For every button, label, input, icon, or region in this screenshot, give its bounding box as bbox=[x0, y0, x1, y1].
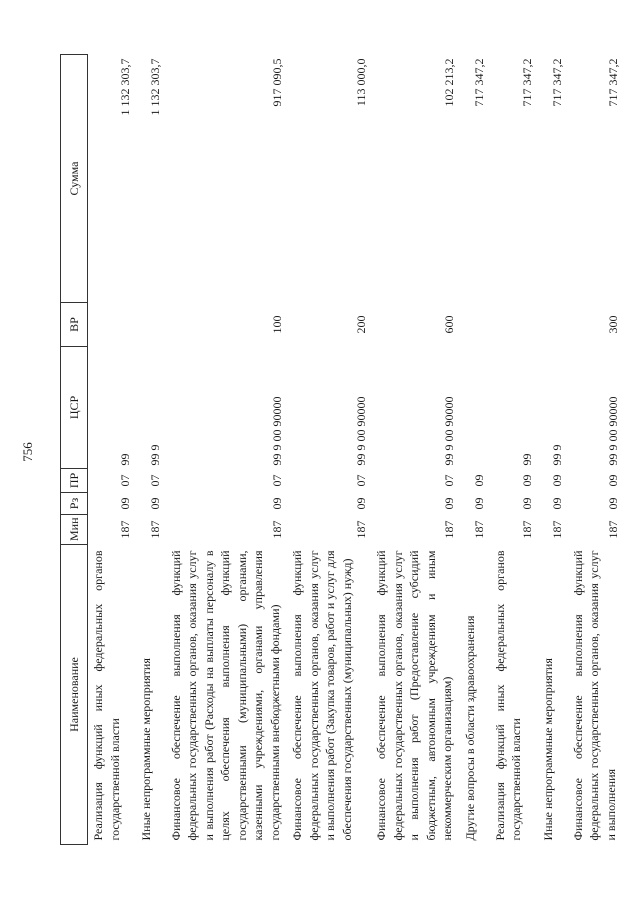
header-rz: Рз bbox=[61, 493, 88, 515]
cell-csr: 99 9 00 90000 bbox=[353, 396, 368, 466]
table-row bbox=[166, 55, 288, 845]
cell-name: Финансовое обеспечение выполнения функций федеральных государственных органов, оказания услуг и выполнения работ (Предоставление субсидий бюджетным, автономным учреждениям и иным некоммерческим организациям) bbox=[374, 550, 454, 841]
cell-name: Финансовое обеспечение выполнения функций федеральных государственных органов, оказания услуг и выполнения bbox=[570, 550, 618, 841]
header-csr: ЦСР bbox=[61, 347, 88, 469]
cell-rz: 09 bbox=[550, 497, 564, 510]
cell-min: 187 bbox=[472, 520, 486, 539]
cell-vr bbox=[136, 303, 166, 347]
cell-rz: 09 bbox=[118, 497, 132, 510]
table-row bbox=[538, 55, 568, 845]
table-row bbox=[287, 55, 371, 845]
rotated-table-wrapper bbox=[60, 55, 620, 845]
cell-rz: 09 bbox=[148, 497, 162, 510]
cell-rz: 09 bbox=[442, 497, 456, 510]
cell-sum: 717 347,2 bbox=[605, 58, 620, 107]
cell-name: Финансовое обеспечение выполнения функций федеральных государственных органов, оказания услуг и выполнения работ (Расходы на выплаты персоналу в целях обеспечения выполнения функций государственными (муниципальными) органами, казенными учреждениями, органами управления государственными внебюджетными фондами) bbox=[168, 550, 282, 841]
table-row bbox=[490, 55, 538, 845]
cell-min: 187 bbox=[353, 520, 368, 539]
cell-vr: 300 bbox=[605, 315, 620, 334]
cell-csr: 99 9 bbox=[550, 444, 564, 466]
cell-csr: 99 bbox=[118, 453, 132, 466]
cell-pr: 09 bbox=[472, 474, 486, 487]
cell-min: 187 bbox=[550, 520, 564, 539]
table-row bbox=[568, 55, 624, 845]
header-pr: ПР bbox=[61, 469, 88, 493]
table-row bbox=[460, 55, 490, 845]
cell-name: Реализация функций иных федеральных органов государственной власти bbox=[492, 550, 523, 841]
table-body bbox=[88, 55, 624, 845]
cell-sum: 113 000,0 bbox=[353, 58, 368, 107]
cell-rz: 09 bbox=[605, 497, 620, 510]
cell-name: Другие вопросы в области здравоохранения bbox=[462, 615, 477, 841]
cell-min: 187 bbox=[605, 520, 620, 539]
cell-csr bbox=[460, 347, 490, 469]
cell-name: Финансовое обеспечение выполнения функций федеральных государственных органов, оказания услуг и выполнения работ (Закупка товаров, работ и услуг для обеспечения государственных (муниципальных) нужд) bbox=[290, 550, 354, 841]
cell-sum: 717 347,2 bbox=[520, 58, 534, 107]
cell-vr: 200 bbox=[353, 315, 368, 334]
cell-sum: 717 347,2 bbox=[472, 58, 486, 107]
cell-min: 187 bbox=[520, 520, 534, 539]
page-number: 756 bbox=[20, 442, 35, 462]
cell-vr bbox=[538, 303, 568, 347]
cell-min: 187 bbox=[442, 520, 456, 539]
header-vr: ВР bbox=[61, 303, 88, 347]
cell-rz: 09 bbox=[472, 497, 486, 510]
header-sum: Сумма bbox=[61, 55, 88, 303]
cell-sum: 102 213,2 bbox=[442, 58, 456, 107]
cell-pr: 07 bbox=[148, 474, 162, 487]
table-row bbox=[136, 55, 166, 845]
table-row bbox=[88, 55, 136, 845]
cell-pr: 07 bbox=[442, 474, 456, 487]
cell-pr: 09 bbox=[605, 474, 620, 487]
cell-sum: 1 132 303,7 bbox=[118, 58, 132, 116]
cell-sum: 717 347,2 bbox=[550, 58, 564, 107]
cell-csr: 99 9 00 90000 bbox=[269, 396, 284, 466]
budget-table bbox=[60, 54, 623, 845]
cell-vr bbox=[460, 303, 490, 347]
cell-pr: 07 bbox=[269, 474, 284, 487]
table-header bbox=[61, 55, 88, 845]
cell-name: Иные непрограммные мероприятия bbox=[138, 658, 153, 841]
cell-vr: 100 bbox=[269, 315, 284, 334]
header-min: Мин bbox=[61, 515, 88, 545]
cell-sum: 917 090,5 bbox=[269, 58, 284, 107]
cell-csr: 99 9 00 90000 bbox=[605, 396, 620, 466]
header-name: Наименование bbox=[61, 545, 88, 845]
cell-csr: 99 bbox=[520, 453, 534, 466]
cell-pr: 09 bbox=[550, 474, 564, 487]
cell-pr: 09 bbox=[520, 474, 534, 487]
cell-vr bbox=[490, 303, 538, 347]
cell-vr bbox=[88, 303, 136, 347]
table-row bbox=[371, 55, 460, 845]
cell-rz: 09 bbox=[353, 497, 368, 510]
cell-vr: 600 bbox=[442, 315, 456, 334]
cell-pr: 07 bbox=[118, 474, 132, 487]
cell-name: Реализация функций иных федеральных органов государственной власти bbox=[91, 550, 122, 841]
cell-sum: 1 132 303,7 bbox=[148, 58, 162, 116]
cell-name: Иные непрограммные мероприятия bbox=[540, 658, 555, 841]
cell-min: 187 bbox=[118, 520, 132, 539]
cell-rz: 09 bbox=[520, 497, 534, 510]
cell-min: 187 bbox=[148, 520, 162, 539]
cell-csr: 99 9 bbox=[148, 444, 162, 466]
cell-min: 187 bbox=[269, 520, 284, 539]
cell-csr: 99 9 00 90000 bbox=[442, 396, 456, 466]
cell-pr: 07 bbox=[353, 474, 368, 487]
cell-rz: 09 bbox=[269, 497, 284, 510]
